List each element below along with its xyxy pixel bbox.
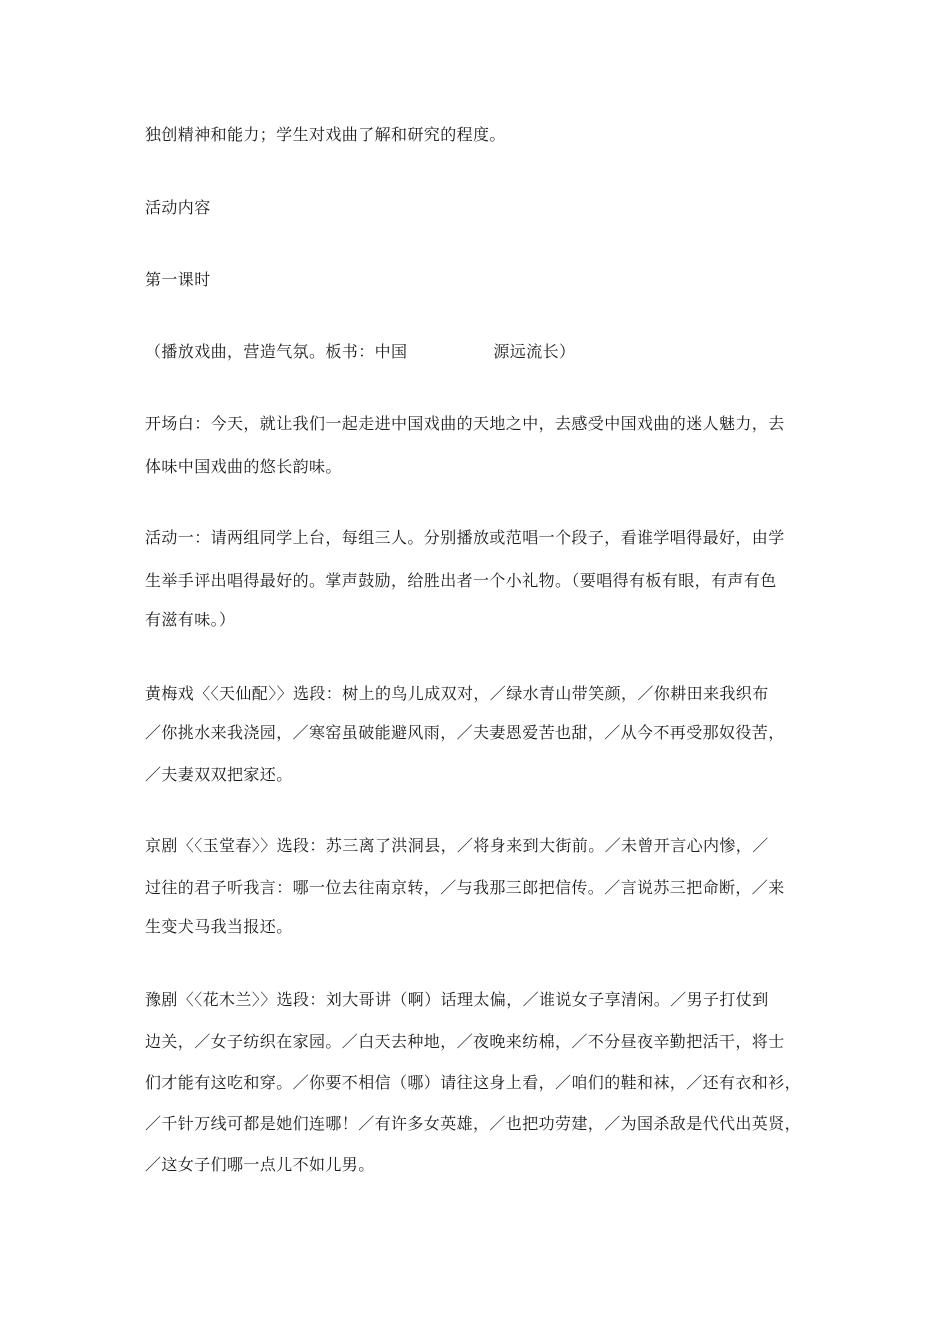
- jingju-line-3: 生变犬马我当报还。: [145, 917, 293, 936]
- jingju-line-2: 过往的君子听我言：哪一位去往南京转，／与我那三郎把信传。／言说苏三把命断，／来: [145, 878, 785, 897]
- section-heading: 活动内容: [145, 198, 211, 217]
- blackboard-note: [145, 341, 575, 363]
- huangmei-line-2: ／你挑水来我浇园，／寒窑虽破能避风雨，／夫妻恩爱苦也甜，／从今不再受那奴役苦，: [145, 723, 785, 742]
- blackboard-note-right: 源远流长）: [493, 342, 576, 361]
- lesson-heading: 第一课时: [145, 270, 211, 289]
- activity-one-line-3: 有滋有味。）: [145, 610, 236, 629]
- jingju-line-1: 京剧〈〈玉堂春〉〉选段：苏三离了洪洞县，／将身来到大街前。／未曾开言心内惨，／: [145, 836, 769, 855]
- opening-line-2: 体味中国戏曲的悠长韵味。: [145, 457, 342, 476]
- intro-tail-text: 独创精神和能力；学生对戏曲了解和研究的程度。: [145, 125, 506, 144]
- huangmei-line-1: 黄梅戏〈〈天仙配〉〉选段：树上的鸟儿成双对，／绿水青山带笑颜，／你耕田来我织布: [145, 684, 769, 703]
- huangmei-line-3: ／夫妻双双把家还。: [145, 765, 293, 784]
- yuju-line-5: ／这女子们哪一点儿不如儿男。: [145, 1155, 375, 1174]
- yuju-line-1: 豫剧〈〈花木兰〉〉选段：刘大哥讲（啊）话理太偏，／谁说女子享清闲。／男子打仗到: [145, 990, 769, 1009]
- blackboard-note-left: （播放戏曲，营造气氛。板书：中国: [145, 342, 408, 361]
- yuju-line-2: 边关，／女子纺织在家园。／白天去种地，／夜晚来纺棉，／不分昼夜辛勤把活干，将士: [145, 1032, 785, 1051]
- activity-one-line-2: 生举手评出唱得最好的。掌声鼓励，给胜出者一个小礼物。（要唱得有板有眼，有声有色: [145, 571, 777, 590]
- opening-line-1: 开场白：今天，就让我们一起走进中国戏曲的天地之中，去感受中国戏曲的迷人魅力，去: [145, 414, 785, 433]
- yuju-line-4: ／千针万线可都是她们连哪！／有许多女英雄，／也把功劳建，／为国杀敌是代代出英贤，: [145, 1114, 802, 1133]
- activity-one-line-1: 活动一：请两组同学上台，每组三人。分别播放或范唱一个段子，看谁学唱得最好，由学: [145, 528, 785, 547]
- yuju-line-3: 们才能有这吃和穿。／你要不相信（哪）请往这身上看，／咱们的鞋和袜，／还有衣和衫，: [145, 1073, 802, 1092]
